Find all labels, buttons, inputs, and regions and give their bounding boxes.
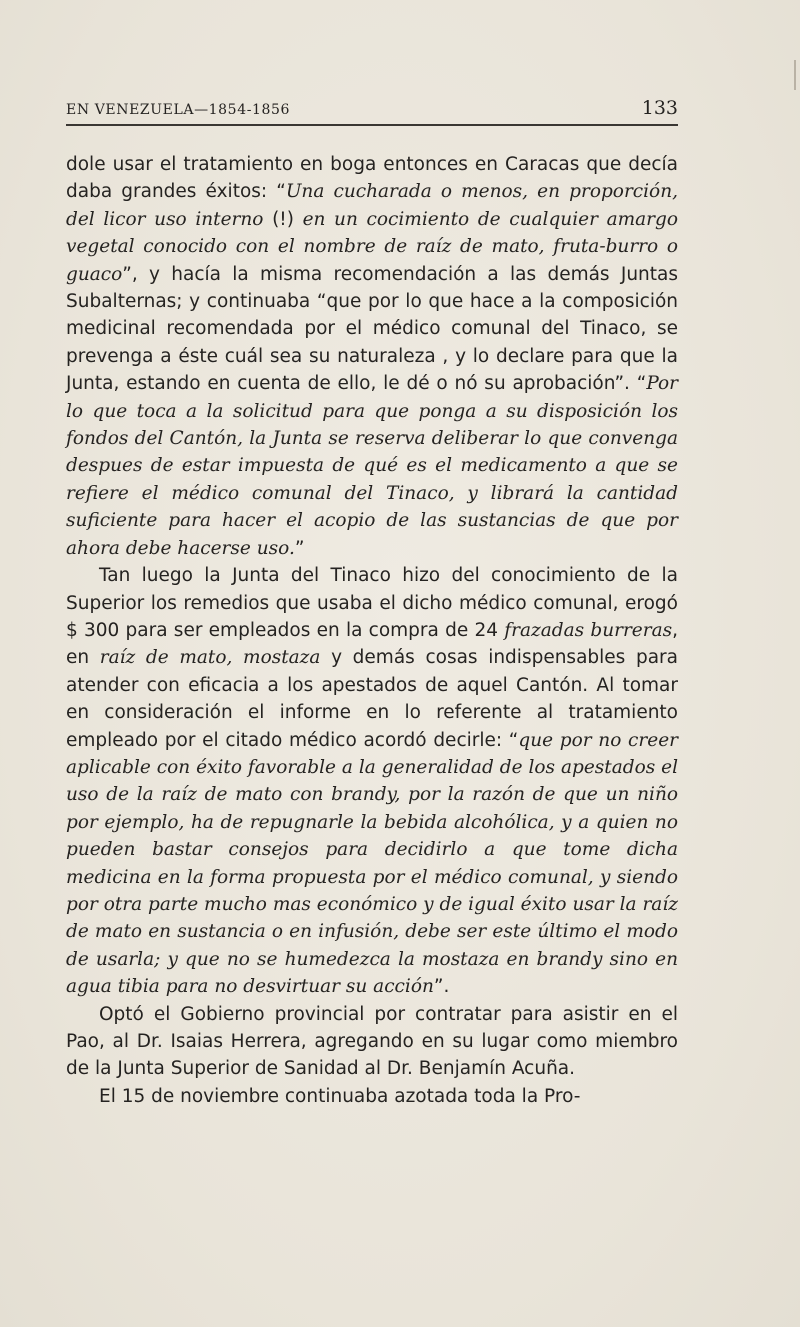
- text-run: ”, y hacía la misma recomendación a las demás Juntas Subalternas; y continuaba “que por lo que hace a la composición medicinal recomendada por el médico comunal del Tinaco, se prevenga a éste cuál sea su naturaleza , y lo declare para que la Junta, estando en cuenta de ello, le dé o nó su aprobación”. “: [66, 263, 678, 395]
- paragraph: [66, 1083, 678, 1110]
- text-run: Optó el Gobierno provincial por contratar para asistir en el Pao, al Dr. Isaias Herrera, agregando en su lugar como miembro de la Junta Superior de Sanidad al Dr. Benjamín Acuña.: [66, 1003, 678, 1080]
- text-run: dole usar el tratamiento en boga entonces en Caracas que decía daba grandes éxitos: “: [66, 154, 678, 203]
- italic-run: raíz de mato, mostaza: [99, 647, 321, 669]
- running-title: EN VENEZUELA—1854-1856: [66, 102, 291, 118]
- text-run: ”.: [433, 976, 450, 998]
- text-run: y demás cosas indispensables para atender con eficacia a los apestados de aquel Cantón. Al tomar en consideración el informe en lo referente al tratamiento empleado por el citado médico acordó decirle: “: [66, 647, 678, 751]
- text-run: El 15 de noviembre continuaba azotada toda la Pro-: [99, 1085, 581, 1107]
- italic-run: en un cocimiento de cualquier amargo vegetal conocido con el nombre de raíz de mato, fruta-burro o guaco: [66, 208, 678, 285]
- text-run: , en: [66, 619, 678, 669]
- body-text: [66, 151, 678, 1110]
- text-run: Tan luego la Junta del Tinaco hizo del conocimiento de la Superior los remedios que usaba el dicho médico comunal, erogó $ 300 para ser empleados en la compra de 24: [66, 565, 678, 641]
- page-number: 133: [641, 97, 678, 119]
- text-run: ”: [294, 537, 305, 559]
- paragraph: [66, 562, 678, 1001]
- text-run: (!): [263, 208, 303, 230]
- italic-run: Por lo que toca a la solicitud para que ponga a su disposición los fondos del Cantón, la Junta se reserva deliberar lo que convenga despues de estar impuesta de qué es el medicamento a que se refiere el médico comunal del Tinaco, y librará la cantidad suficiente para hacer el acopio de las sustancias de que por ahora debe hacerse uso.: [66, 373, 678, 559]
- paragraph: [66, 151, 678, 562]
- italic-run: que por no creer aplicable con éxito favorable a la generalidad de los apestados el uso de la raíz de mato con brandy, por la razón de que un niño por ejemplo, ha de repugnarle la bebida alcohólica, y a quien no pueden bastar consejos para decidirlo a que tome dicha medicina en la forma propuesta por el médico comunal, y siendo por otra parte mucho mas económico y de igual éxito usar la raíz de mato en sustancia o en infusión, debe ser este último el modo de usarla; y que no se humedezca la mostaza en brandy sino en agua tibia para no desvirtuar su acción: [66, 729, 678, 998]
- italic-run: frazadas burreras: [504, 619, 673, 641]
- running-header: [66, 92, 678, 126]
- italic-run: Una cucharada o menos, en proporción, del licor uso interno: [66, 181, 678, 230]
- paragraph: [66, 1001, 678, 1083]
